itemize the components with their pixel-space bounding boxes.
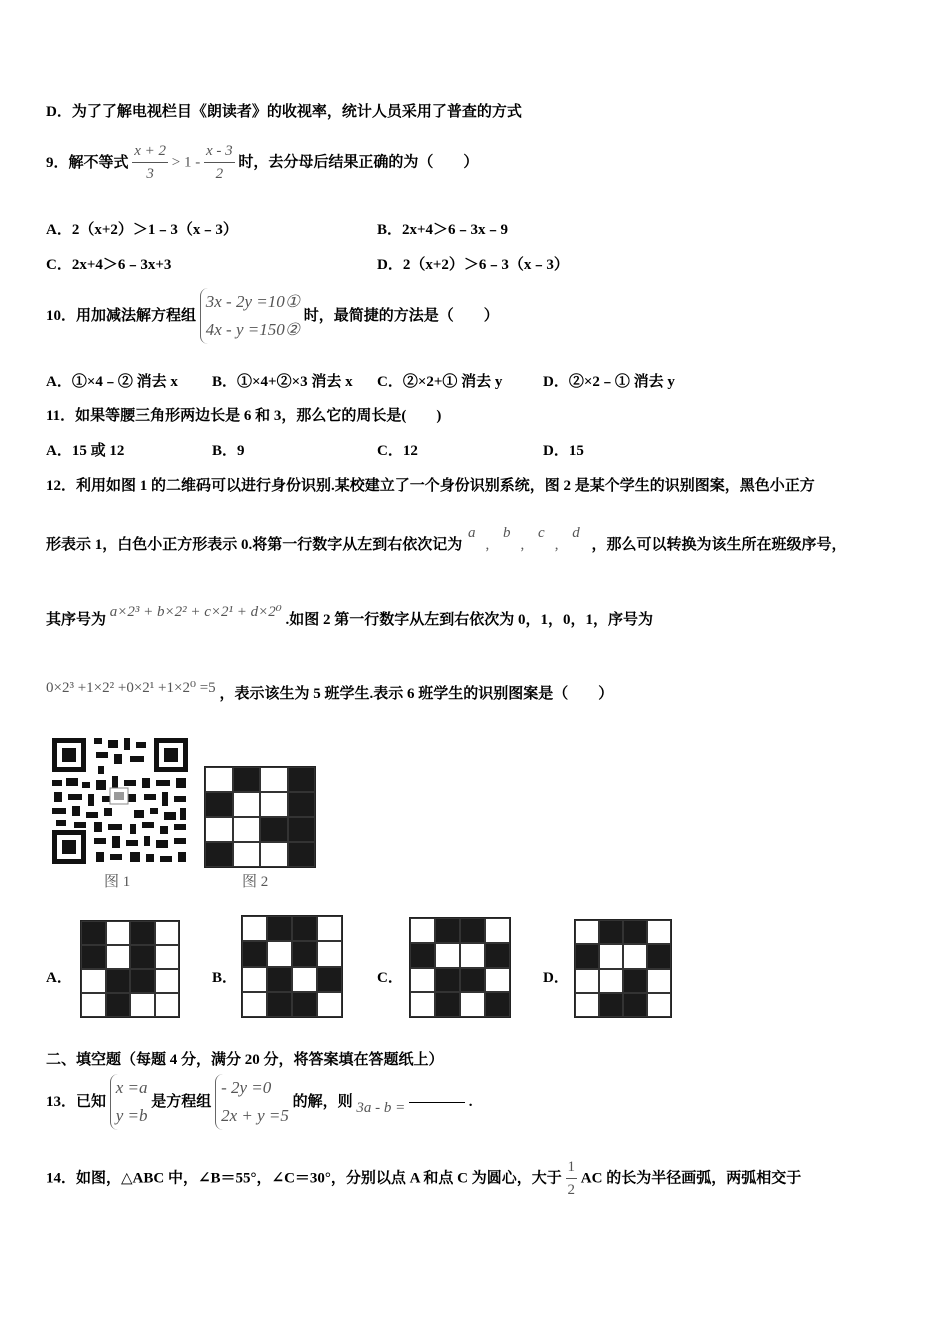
figure-2-cell-r2c3 [260,792,288,817]
option-d-cell-r2c1 [575,944,599,968]
q12-var-c: c [538,525,545,541]
q12-line-3a: 其序号为 [46,612,107,628]
option-b-cell-r2c3 [292,941,317,966]
q12-option-b-label: B． [212,970,238,986]
figure-2-cell-r4c3 [260,842,288,867]
q9-fraction-2 [204,140,235,185]
q13-stem [46,1074,473,1134]
option-b-cell-r4c4 [317,992,342,1017]
option-b-cell-r3c1 [242,967,267,992]
option-d-cell-r3c3 [623,969,647,993]
option-d-cell-r3c2 [599,969,623,993]
option-a-cell-r3c1 [81,969,106,993]
option-b-cell-r1c2 [267,916,292,941]
q12-option-c-label: C． [377,970,403,986]
option-a-cell-r4c4 [155,993,180,1017]
option-a-cell-r1c2 [106,921,131,945]
q10-system [200,288,300,344]
q14-prefix: 14．如图，△ABC 中，∠B＝55°，∠C＝30°，分别以点 A 和点 C 为圆心，大于 [46,1170,562,1187]
q12-var-d: d [572,525,580,541]
figure-1-caption: 图 1 [104,874,131,890]
q12-option-d-grid [574,919,672,1018]
figure-2-cell-r3c4 [288,817,316,842]
q12-line-1: 12．利用如图 1 的二维码可以进行身份识别.某校建立了一个身份识别系统，图 2 是某个学生的识别图案，黑色小正方 [46,478,815,494]
q12-line-3b: .如图 2 第一行数字从左到右依次为 0，1，0，1，序号为 [285,612,654,628]
figure-2-cell-r3c3 [260,817,288,842]
figure-2-cell-r3c1 [205,817,233,842]
option-a-cell-r3c4 [155,969,180,993]
q9-suffix: 时，去分母后结果正确的为（ ） [238,154,479,171]
option-d-cell-r2c2 [599,944,623,968]
option-a-cell-r4c1 [81,993,106,1017]
option-b-cell-r3c3 [292,967,317,992]
option-c-cell-r4c3 [460,992,485,1017]
q9-prefix: 9．解不等式 [46,154,129,171]
q11-option-b: B．9 [212,443,245,459]
option-a-cell-r2c2 [106,945,131,969]
option-c-cell-r1c4 [485,918,510,943]
q9-option-d: D．2（x+2）＞6﹣3（x﹣3） [377,257,569,273]
q12-option-c-grid [409,917,511,1018]
q10-option-d: D．②×2﹣① 消去 y [543,374,675,390]
option-b-cell-r1c1 [242,916,267,941]
qr-code-figure [50,736,190,866]
option-c-cell-r2c1 [410,943,435,968]
option-c-cell-r2c4 [485,943,510,968]
q9-frac1-den: 3 [146,166,154,182]
q12-var-b: b [503,525,511,541]
figure-2-cell-r2c2 [233,792,261,817]
q14-half-num: 1 [566,1156,578,1179]
q13-expression: 3a - b = [356,1100,406,1116]
figure-2-cell-r1c2 [233,767,261,792]
q9-frac2-den: 2 [215,166,224,182]
option-a-cell-r2c1 [81,945,106,969]
option-c-cell-r2c2 [435,943,460,968]
q13-mid: 是方程组 [151,1094,212,1110]
q13-e2: 2x + y =5 [221,1106,289,1125]
option-a-cell-r2c3 [130,945,155,969]
option-b-cell-r1c4 [317,916,342,941]
q11-stem: 11．如果等腰三角形两边长是 6 和 3，那么它的周长是( ) [46,408,442,424]
q12-formula-2: 0×2³ +1×2² +0×2¹ +1×2⁰ =5 [46,680,216,696]
option-b-cell-r4c1 [242,992,267,1017]
q12-option-a-label: A． [46,970,72,986]
q11-option-d: D．15 [543,443,584,459]
option-a-cell-r3c3 [130,969,155,993]
q13-s1: x =a [115,1078,148,1097]
figure-2-cell-r4c2 [233,842,261,867]
q13-prefix: 13．已知 [46,1094,107,1110]
q13-suffix: 的解，则 [292,1094,353,1110]
q10-stem [46,288,499,348]
q10-eq1: 3x - 2y =10① [205,292,300,311]
option-b-cell-r3c4 [317,967,342,992]
option-b-cell-r1c3 [292,916,317,941]
q12-line-4 [46,680,614,704]
q12-line-2b: ，那么可以转换为该生所在班级序号， [591,537,847,553]
q13-solution [110,1074,148,1130]
option-c-cell-r1c2 [435,918,460,943]
option-a-cell-r4c3 [130,993,155,1017]
q13-end: . [468,1094,473,1110]
figure-2-cell-r2c4 [288,792,316,817]
figure-2-cell-r3c2 [233,817,261,842]
option-c-cell-r4c2 [435,992,460,1017]
option-a-cell-r1c3 [130,921,155,945]
option-b-cell-r2c4 [317,941,342,966]
option-d-cell-r4c4 [647,993,671,1017]
q10-option-c: C．②×2+① 消去 y [377,374,503,390]
option-b-cell-r2c1 [242,941,267,966]
section-2-title: 二、填空题（每题 4 分，满分 20 分，将答案填在答题纸上） [46,1052,444,1068]
option-d-cell-r1c1 [575,920,599,944]
option-a-cell-r4c2 [106,993,131,1017]
q12-line-4b: ，表示该生为 5 班学生.表示 6 班学生的识别图案是（ ） [219,686,614,702]
figure-2-cell-r1c1 [205,767,233,792]
option-d-cell-r3c1 [575,969,599,993]
option-d-cell-r2c3 [623,944,647,968]
q9-frac1-num: x + 2 [132,140,168,163]
q13-s2: y =b [115,1106,148,1125]
q13-e1: - 2y =0 [221,1078,272,1097]
option-b-cell-r4c3 [292,992,317,1017]
q12-line-3 [46,604,654,630]
q12-var-a: a [468,525,476,541]
option-c-cell-r3c2 [435,968,460,993]
q12-line-2a: 形表示 1，白色小正方形表示 0.将第一行数字从左到右依次记为 [46,537,463,553]
option-b-cell-r3c2 [267,967,292,992]
figure-2-grid [204,766,316,868]
figure-2-cell-r4c4 [288,842,316,867]
q10-option-b: B．①×4+②×3 消去 x [212,374,353,390]
q11-option-c: C．12 [377,443,418,459]
q9-option-b: B．2x+4＞6﹣3x﹣9 [377,222,509,238]
figure-2-cell-r2c1 [205,792,233,817]
option-b-cell-r2c2 [267,941,292,966]
option-c-cell-r1c3 [460,918,485,943]
q12-formula: a×2³ + b×2² + c×2¹ + d×2⁰ [109,604,282,620]
q12-option-d-label: D． [543,970,569,986]
option-d-cell-r1c4 [647,920,671,944]
option-c-cell-r3c1 [410,968,435,993]
figure-2-cell-r1c4 [288,767,316,792]
option-d-cell-r4c2 [599,993,623,1017]
option-d-cell-r3c4 [647,969,671,993]
option-d-cell-r2c4 [647,944,671,968]
q9-frac2-num: x - 3 [204,140,235,163]
q14-stem [46,1156,801,1212]
q14-fraction-half [566,1156,578,1201]
q9-fraction-1 [132,140,168,185]
option-c-cell-r3c3 [460,968,485,993]
q13-answer-blank[interactable] [409,1102,465,1103]
option-a-cell-r1c4 [155,921,180,945]
option-d-cell-r1c3 [623,920,647,944]
figure-2-cell-r1c3 [260,767,288,792]
option-c-cell-r4c1 [410,992,435,1017]
q14-half-den: 2 [567,1182,576,1198]
q12-option-b-grid [241,915,343,1018]
figure-2-cell-r4c1 [205,842,233,867]
option-c-cell-r3c4 [485,968,510,993]
q12-option-a-grid [80,920,180,1018]
option-a-cell-r3c2 [106,969,131,993]
figure-2-caption: 图 2 [242,874,269,890]
q10-option-a: A．①×4﹣② 消去 x [46,374,178,390]
q10-suffix: 时，最简捷的方法是（ ） [303,308,499,324]
q11-option-a: A．15 或 12 [46,443,125,459]
option-d-cell-r4c1 [575,993,599,1017]
option-b-cell-r4c2 [267,992,292,1017]
option-c-cell-r4c4 [485,992,510,1017]
q8-option-d: D．为了了解电视栏目《朗读者》的收视率，统计人员采用了普查的方式 [46,104,522,120]
q12-line-2: 形表示 1，白色小正方形表示 0.将第一行数字从左到右依次记为 a, b, c, d ，那么可以转换为该生所在班级序号， [46,525,847,553]
option-a-cell-r2c4 [155,945,180,969]
option-c-cell-r1c1 [410,918,435,943]
q10-prefix: 10．用加减法解方程组 [46,308,197,324]
option-c-cell-r2c3 [460,943,485,968]
q13-system [215,1074,289,1130]
q14-suffix: AC 的长为半径画弧，两弧相交于 [580,1170,802,1187]
q9-option-c: C．2x+4＞6﹣3x+3 [46,257,172,273]
option-d-cell-r4c3 [623,993,647,1017]
q9-mid: > 1 - [171,154,201,171]
option-a-cell-r1c1 [81,921,106,945]
option-d-cell-r1c2 [599,920,623,944]
q10-eq2: 4x - y =150② [205,320,300,339]
q9-option-a: A．2（x+2）＞1﹣3（x﹣3） [46,222,238,238]
q9-stem [46,140,478,200]
